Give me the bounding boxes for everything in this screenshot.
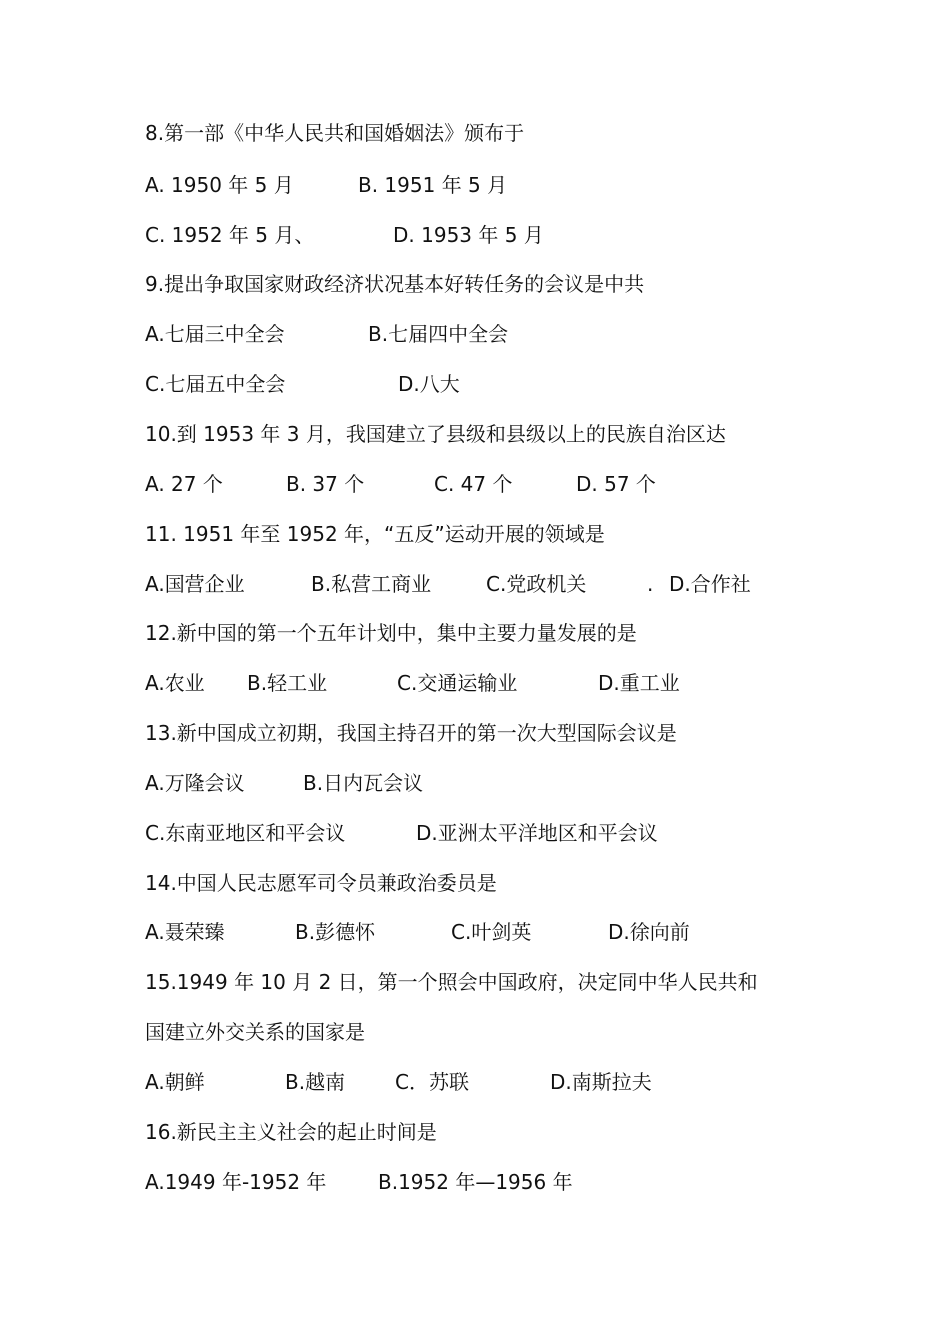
option-a: A. 1950 年 5 月 xyxy=(145,173,294,197)
option-d: D. 1953 年 5 月 xyxy=(393,223,544,247)
question-15-stem: 15.1949 年 10 月 2 日，第一个照会中国政府，决定同中华人民共和 xyxy=(145,970,758,994)
option-a: A.国营企业 xyxy=(145,572,245,596)
question-12-stem: 12.新中国的第一个五年计划中，集中主要力量发展的是 xyxy=(145,621,637,645)
option-a: A.朝鲜 xyxy=(145,1070,205,1094)
stray-dot: . xyxy=(647,572,654,596)
question-9-stem: 9.提出争取国家财政经济状况基本好转任务的会议是中共 xyxy=(145,272,645,296)
option-d: D.八大 xyxy=(398,372,460,396)
option-d: D.重工业 xyxy=(598,671,680,695)
option-c: C.东南亚地区和平会议 xyxy=(145,821,346,845)
question-16-stem: 16.新民主主义社会的起止时间是 xyxy=(145,1120,437,1144)
option-b: B.越南 xyxy=(285,1070,346,1094)
question-15-stem-continued: 国建立外交关系的国家是 xyxy=(145,1020,365,1044)
question-11-stem: 11. 1951 年至 1952 年，“五反”运动开展的领域是 xyxy=(145,522,605,546)
option-b: B.日内瓦会议 xyxy=(303,771,424,795)
option-d: D.合作社 xyxy=(669,572,751,596)
option-c: C.党政机关 xyxy=(486,572,587,596)
question-8-stem: 8.第一部《中华人民共和国婚姻法》颁布于 xyxy=(145,121,525,145)
option-d: D. 57 个 xyxy=(576,472,656,496)
option-c: C.交通运输业 xyxy=(397,671,518,695)
option-a: A.万隆会议 xyxy=(145,771,245,795)
option-c: C.七届五中全会 xyxy=(145,372,286,396)
option-a: A. 27 个 xyxy=(145,472,223,496)
option-c: C. 47 个 xyxy=(434,472,513,496)
option-b: B.七届四中全会 xyxy=(368,322,509,346)
option-a: A.聂荣臻 xyxy=(145,920,225,944)
option-b: B. 1951 年 5 月 xyxy=(358,173,508,197)
option-c: C.叶剑英 xyxy=(451,920,532,944)
option-b: B.1952 年—1956 年 xyxy=(378,1170,573,1194)
option-c: C. 1952 年 5 月、 xyxy=(145,223,315,247)
option-d: D.徐向前 xyxy=(608,920,690,944)
question-10-stem: 10.到 1953 年 3 月，我国建立了县级和县级以上的民族自治区达 xyxy=(145,422,726,446)
option-b: B.轻工业 xyxy=(247,671,328,695)
option-a: A.七届三中全会 xyxy=(145,322,285,346)
option-a: A.1949 年-1952 年 xyxy=(145,1170,327,1194)
question-13-stem: 13.新中国成立初期，我国主持召开的第一次大型国际会议是 xyxy=(145,721,677,745)
option-c: C．苏联 xyxy=(395,1070,469,1094)
option-d: D.南斯拉夫 xyxy=(550,1070,652,1094)
option-d: D.亚洲太平洋地区和平会议 xyxy=(416,821,658,845)
option-a: A.农业 xyxy=(145,671,205,695)
option-b: B. 37 个 xyxy=(286,472,365,496)
option-b: B.彭德怀 xyxy=(295,920,376,944)
question-14-stem: 14.中国人民志愿军司令员兼政治委员是 xyxy=(145,871,497,895)
option-b: B.私营工商业 xyxy=(311,572,432,596)
